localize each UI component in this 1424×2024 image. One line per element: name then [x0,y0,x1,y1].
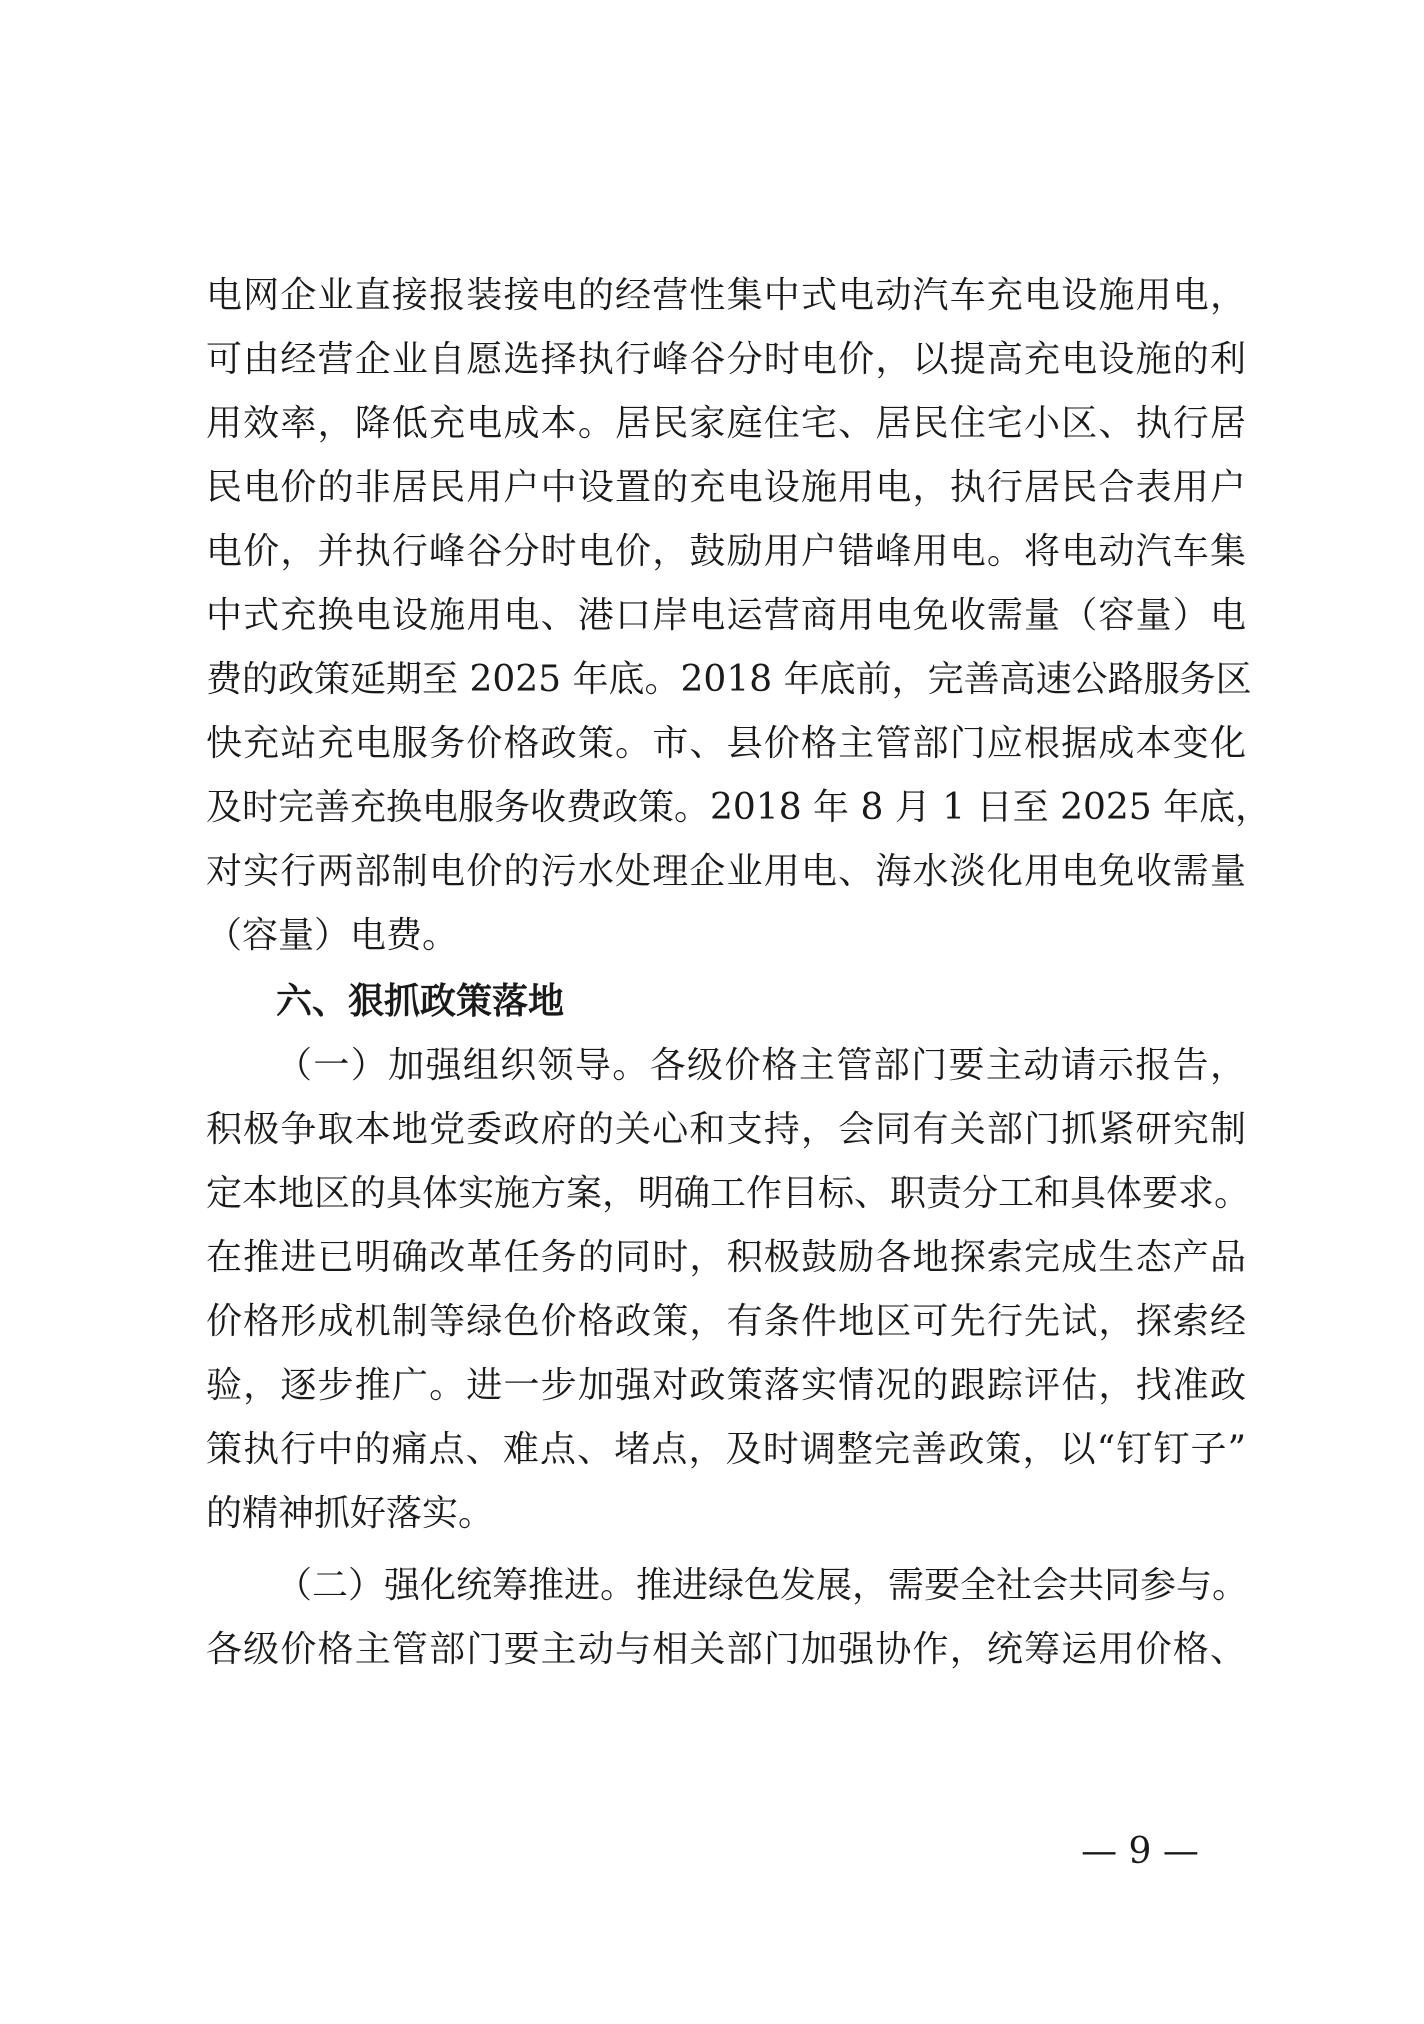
text-line: 及时完善充换电服务收费政策。2018 年 8 月 1 日至 2025 年底， [206,787,1272,828]
page-number: — 9 — [1081,1831,1199,1872]
text-line: 电价，并执行峰谷分时电价，鼓励用户错峰用电。将电动汽车集 [206,531,1246,572]
text-line: 策执行中的痛点、难点、堵点，及时调整完善政策，以“钉钉子” [206,1429,1246,1470]
text-line: （二）强化统筹推进。推进绿色发展，需要全社会共同参与。 [276,1565,1249,1606]
text-line: 民电价的非居民用户中设置的充电设施用电，执行居民合表用户 [206,467,1246,508]
text-line: 价格形成机制等绿色价格政策，有条件地区可先行先试，探索经 [206,1301,1246,1342]
text-line: 快充站充电服务价格政策。市、县价格主管部门应根据成本变化 [206,723,1246,764]
text-line: （一）加强组织领导。各级价格主管部门要主动请示报告， [276,1045,1246,1086]
text-line: 的精神抓好落实。 [206,1493,495,1534]
text-line: 定本地区的具体实施方案，明确工作目标、职责分工和具体要求。 [206,1173,1251,1214]
text-line: 各级价格主管部门要主动与相关部门加强协作，统筹运用价格、 [206,1629,1246,1670]
text-line: 对实行两部制电价的污水处理企业用电、海水淡化用电免收需量 [206,851,1246,892]
text-line: 电网企业直接报装接电的经营性集中式电动汽车充电设施用电， [206,275,1246,316]
text-line: 可由经营企业自愿选择执行峰谷分时电价，以提高充电设施的利 [206,339,1246,380]
text-line: 用效率，降低充电成本。居民家庭住宅、居民住宅小区、执行居 [206,403,1246,444]
text-line: （容量）电费。 [206,915,459,956]
text-line: 积极争取本地党委政府的关心和支持，会同有关部门抓紧研究制 [206,1109,1246,1150]
text-line: 在推进已明确改革任务的同时，积极鼓励各地探索完成生态产品 [206,1237,1246,1278]
text-line: 验，逐步推广。进一步加强对政策落实情况的跟踪评估，找准政 [206,1365,1246,1406]
text-line: 中式充换电设施用电、港口岸电运营商用电免收需量（容量）电 [206,595,1246,636]
text-line: 费的政策延期至 2025 年底。2018 年底前，完善高速公路服务区 [206,659,1252,700]
section-heading: 六、狠抓政策落地 [276,981,565,1022]
